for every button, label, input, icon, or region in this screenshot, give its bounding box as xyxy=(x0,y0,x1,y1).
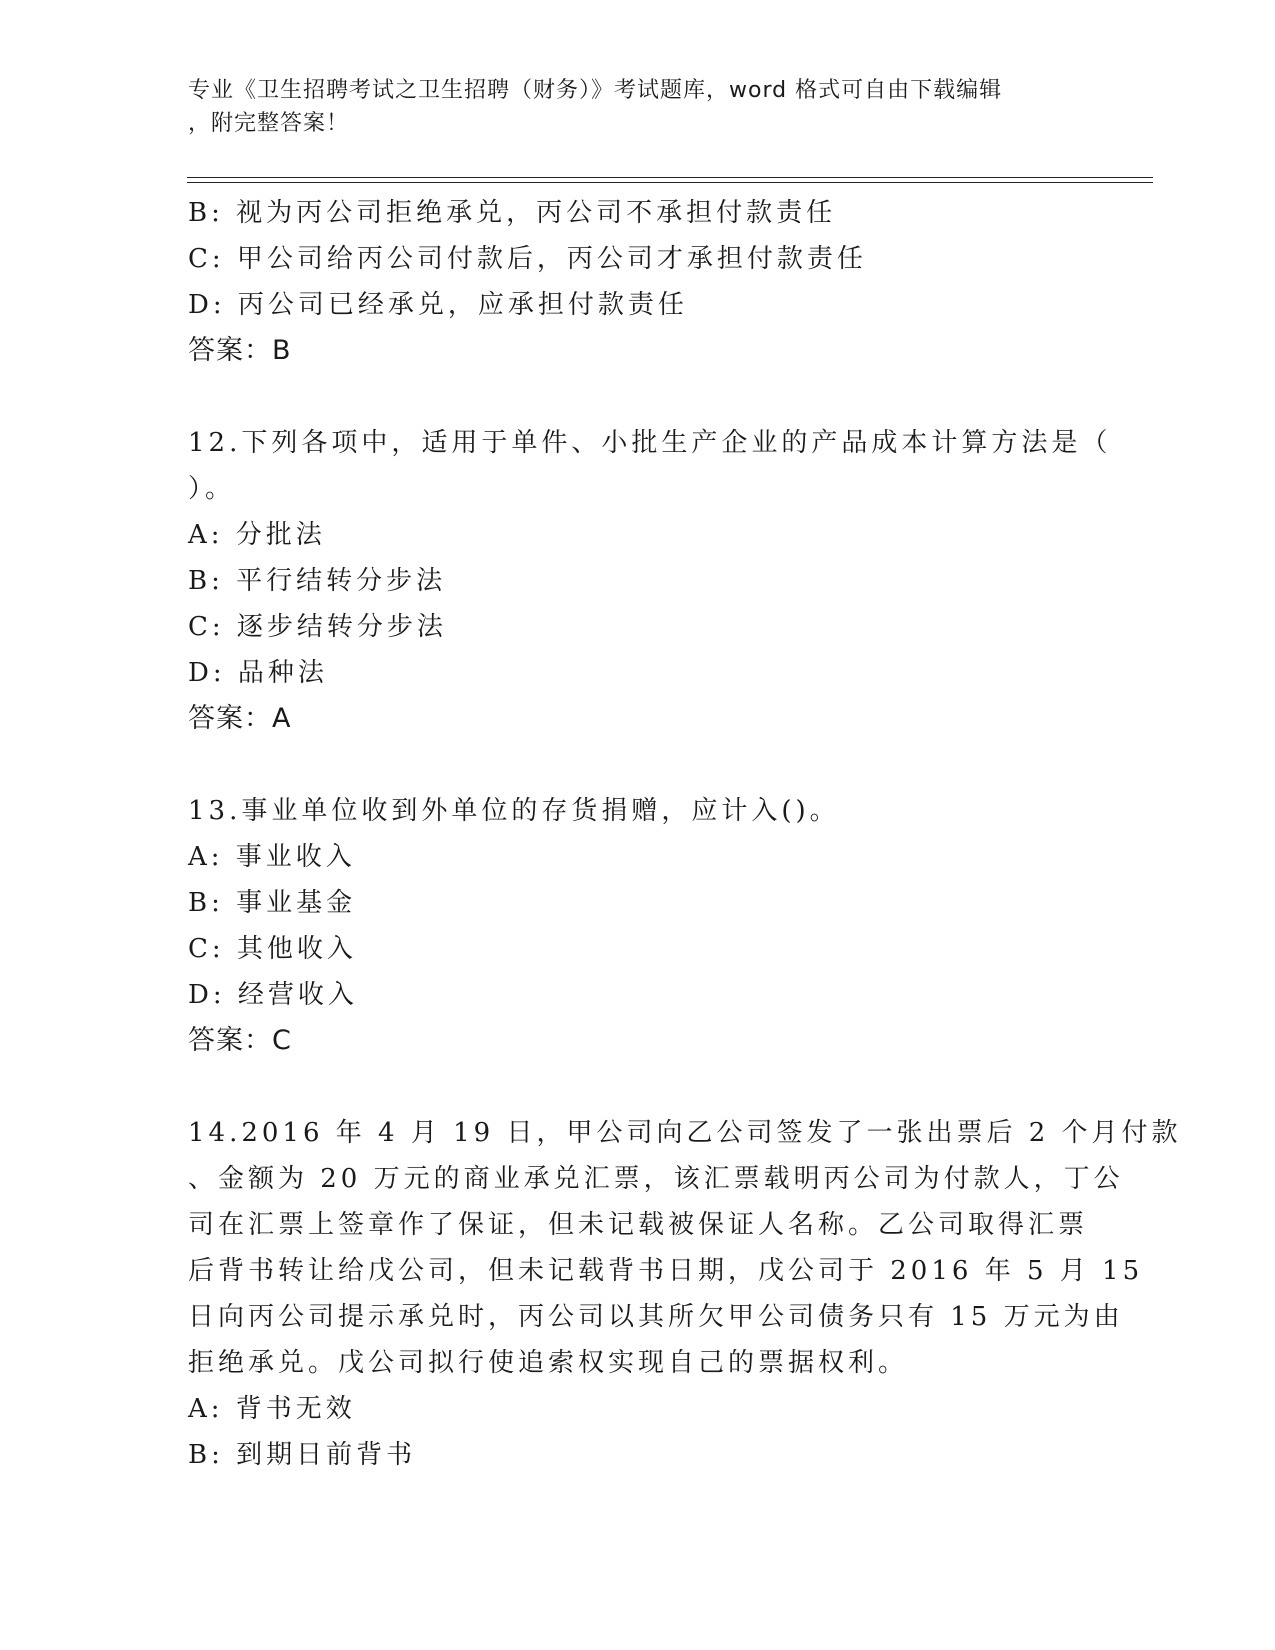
question-stem-line: 拒绝承兑。戊公司拟行使追索权实现自己的票据权利。 xyxy=(188,1348,909,1378)
option-c: C: 其他收入 xyxy=(188,934,357,964)
question-stem-line: 、金额为 20 万元的商业承兑汇票，该汇票载明丙公司为付款人，丁公 xyxy=(188,1164,1124,1194)
option-c: C: 逐步结转分步法 xyxy=(188,612,447,642)
spacer xyxy=(188,374,1068,420)
option-d: D: 经营收入 xyxy=(188,980,358,1010)
option-a: A: 事业收入 xyxy=(188,842,356,872)
question-stem-line: 14.2016 年 4 月 19 日，甲公司向乙公司签发了一张出票后 2 个月付款 xyxy=(188,1118,1182,1148)
question-stem-line: 后背书转让给戊公司，但未记载背书日期，戊公司于 2016 年 5 月 15 xyxy=(188,1256,1144,1286)
option-c: C: 甲公司给丙公司付款后，丙公司才承担付款责任 xyxy=(188,244,867,274)
answer: 答案：B xyxy=(188,335,292,366)
option-d: D: 丙公司已经承兑，应承担付款责任 xyxy=(188,290,688,320)
question-list xyxy=(188,190,1182,1478)
question-11 xyxy=(188,190,1068,374)
option-b: B: 平行结转分步法 xyxy=(188,566,447,596)
question-14 xyxy=(188,1110,1182,1478)
question-12 xyxy=(188,420,1112,742)
option-b: B: 事业基金 xyxy=(188,888,357,918)
spacer xyxy=(188,742,1068,788)
option-b: B: 视为丙公司拒绝承兑，丙公司不承担付款责任 xyxy=(188,198,837,228)
option-a: A: 背书无效 xyxy=(188,1394,356,1424)
answer: 答案：A xyxy=(188,703,292,734)
option-a: A: 分批法 xyxy=(188,520,326,550)
question-stem-line: 12.下列各项中，适用于单件、小批生产企业的产品成本计算方法是（ xyxy=(188,428,1112,458)
header-title-line1: 专业《卫生招聘考试之卫生招聘（财务）》考试题库，word 格式可自由下载编辑 xyxy=(188,78,1003,103)
option-d: D: 品种法 xyxy=(188,658,328,688)
question-stem: 13.事业单位收到外单位的存货捐赠，应计入()。 xyxy=(188,796,840,826)
question-13 xyxy=(188,788,1068,1064)
answer: 答案：C xyxy=(188,1025,292,1056)
question-stem-line: ）。 xyxy=(188,474,236,504)
question-stem-line: 司在汇票上签章作了保证，但未记载被保证人名称。乙公司取得汇票 xyxy=(188,1210,1089,1240)
document-header xyxy=(188,74,1078,140)
header-divider-top xyxy=(187,177,1153,178)
option-b: B: 到期日前背书 xyxy=(188,1440,417,1470)
spacer xyxy=(188,1064,1068,1110)
question-stem-line: 日向丙公司提示承兑时，丙公司以其所欠甲公司债务只有 15 万元为由 xyxy=(188,1302,1124,1332)
header-divider-bottom xyxy=(187,182,1153,183)
header-title-line2: ，附完整答案！ xyxy=(188,111,350,136)
